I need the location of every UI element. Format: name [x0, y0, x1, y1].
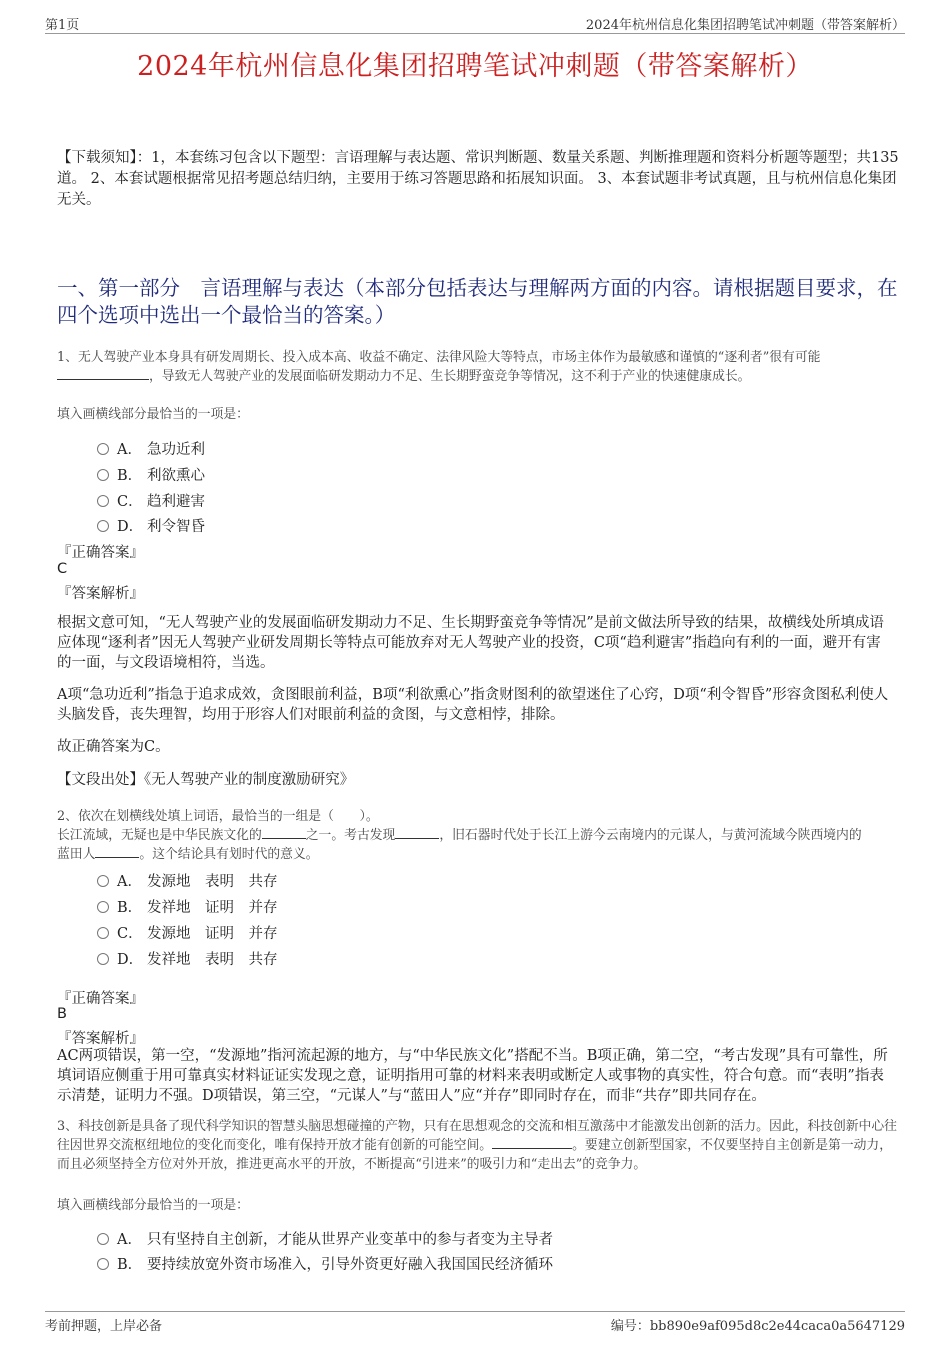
section-heading: 一、第一部分 言语理解与表达（本部分包括表达与理解两方面的内容。请根据题目要求，在四个选项中选出一个最恰当的答案。）: [57, 276, 898, 327]
correct-answer-label: 『正确答案』: [57, 991, 144, 1007]
radio-button[interactable]: [97, 469, 109, 481]
download-notice: 【下载须知】：1，本套练习包含以下题型：言语理解与表达题、常识判断题、数量关系题、判断推理题和资料分析题等题型；共135道。 2、本套试题根据常见招考题总结归纳，主要用于练习答题思路和拓展知识面。 3、本套试题非考试真题，且与杭州信息化集团无关。: [57, 150, 899, 208]
radio-button[interactable]: [97, 495, 109, 507]
q1-option-c[interactable]: C． 趋利避害: [97, 490, 205, 511]
document-title: 2024年杭州信息化集团招聘笔试冲刺题（带答案解析）: [137, 51, 813, 82]
q1-analysis-paragraph-1: 根据文意可知，“无人驾驶产业的发展面临研发期动力不足、生长期野蛮竞争等情况”是前文做法所导致的结果，故横线处所填成语应体现“逐利者”因无人驾驶产业研发周期长等特点可能放弃对无人驾驶产业的投资，C项“趋利避害”指趋向有利的一面，避开有害的一面，与文段语境相符，当选。: [57, 615, 884, 671]
correct-answer-label: 『正确答案』: [57, 545, 144, 561]
answer-blank: [95, 845, 139, 858]
radio-button[interactable]: [97, 953, 109, 965]
radio-button[interactable]: [97, 927, 109, 939]
q2-analysis: AC两项错误，第一空，“发源地”指河流起源的地方，与“中华民族文化”搭配不当。B项正确，第二空，“考古发现”具有可靠性，所填词语应侧重于用可靠真实材料证证实发现之意，证明指用可靠的材料来表明或断定人或事物的真实性，符合句意。而“表明”指表示清楚，证明力不强。D项错误，第三空，“元谋人”与“蓝田人”应“并存”即同时存在，而非“共存”即共同存在。: [57, 1048, 888, 1104]
q1-analysis-paragraph-2: A项“急功近利”指急于追求成效，贪图眼前利益，B项“利欲熏心”指贪财图利的欲望迷住了心窍，D项“利令智昏”形容贪图私利使人头脑发昏，丧失理智，均用于形容人们对眼前利益的贪图，与文意相悖，排除。: [57, 687, 889, 723]
question-2-stem: 2、依次在划横线处填上词语，最恰当的一组是（ ）。 长江流域，无疑也是中华民族文化的 之一。考古发现 ，旧石器时代处于长江上游今云南境内的元谋人，与黄河流域今陕西境内的 蓝田人 。这个结论具有划时代的意义。: [57, 809, 862, 862]
header-doc-title: 2024年杭州信息化集团招聘笔试冲刺题（带答案解析）: [585, 18, 905, 33]
q3-option-b[interactable]: B． 要持续放宽外资市场准入，引导外资更好融入我国国民经济循环: [97, 1253, 553, 1274]
q2-option-c[interactable]: C． 发源地 证明 并存: [97, 922, 278, 943]
analysis-label: 『答案解析』: [57, 586, 144, 602]
radio-button[interactable]: [97, 520, 109, 532]
answer-blank: [57, 367, 149, 380]
q2-option-d[interactable]: D． 发祥地 表明 共存: [97, 948, 278, 969]
question-1-stem-part-b: ，导致无人驾驶产业的发展面临研发期动力不足、生长期野蛮竞争等情况，这不利于产业的快速健康成长。: [149, 369, 751, 384]
radio-button[interactable]: [97, 901, 109, 913]
radio-button[interactable]: [97, 443, 109, 455]
q1-option-b[interactable]: B． 利欲熏心: [97, 464, 205, 485]
q2-answer: B: [57, 1006, 67, 1022]
analysis-label: 『答案解析』: [57, 1031, 144, 1047]
q1-source: 【文段出处】《无人驾驶产业的制度激励研究》: [57, 772, 355, 788]
radio-button[interactable]: [97, 1233, 109, 1245]
footer-divider: [45, 1311, 905, 1312]
page-number: 第1页: [45, 18, 80, 33]
q2-option-a[interactable]: A． 发源地 表明 共存: [97, 870, 278, 891]
header-divider: [45, 33, 905, 34]
question-1-stem-part-a: 1、无人驾驶产业本身具有研发周期长、投入成本高、收益不确定、法律风险大等特点，市场主体作为最敏感和谨慎的“逐利者”很有可能: [57, 350, 821, 365]
footer-slogan: 考前押题，上岸必备: [45, 1319, 163, 1334]
answer-blank: [395, 826, 439, 839]
q1-option-d[interactable]: D． 利令智昏: [97, 515, 205, 536]
q1-option-a[interactable]: A． 急功近利: [97, 438, 205, 459]
question-1-prompt: 填入画横线部分最恰当的一项是：: [57, 407, 249, 422]
radio-button[interactable]: [97, 875, 109, 887]
answer-blank: [492, 1136, 572, 1149]
answer-blank: [262, 826, 306, 839]
question-1-stem: [57, 348, 902, 386]
question-3-prompt: 填入画横线部分最恰当的一项是：: [57, 1198, 249, 1213]
radio-button[interactable]: [97, 1258, 109, 1270]
q1-answer: C: [57, 561, 68, 577]
q3-option-a[interactable]: A． 只有坚持自主创新，才能从世界产业变革中的参与者变为主导者: [97, 1228, 553, 1249]
question-3-stem: 3、科技创新是具备了现代科学知识的智慧头脑思想碰撞的产物，只有在思想观念的交流和相互激荡中才能激发出创新的活力。因此，科技创新中心往往因世界交流枢纽地位的变化而变化，唯有保持开放才能有创新的可能空间。 。要建立创新型国家，不仅要坚持自主创新是第一动力，而且必须坚持全方位对外开放，推进更高水平的开放，不断提高“引进来”的吸引力和“走出去”的竞争力。: [57, 1119, 897, 1172]
q1-analysis-conclusion: 故正确答案为C。: [57, 739, 170, 755]
q2-option-b[interactable]: B． 发祥地 证明 并存: [97, 896, 278, 917]
footer-doc-id: 编号：bb890e9af095d8c2e44caca0a5647129: [610, 1319, 905, 1334]
